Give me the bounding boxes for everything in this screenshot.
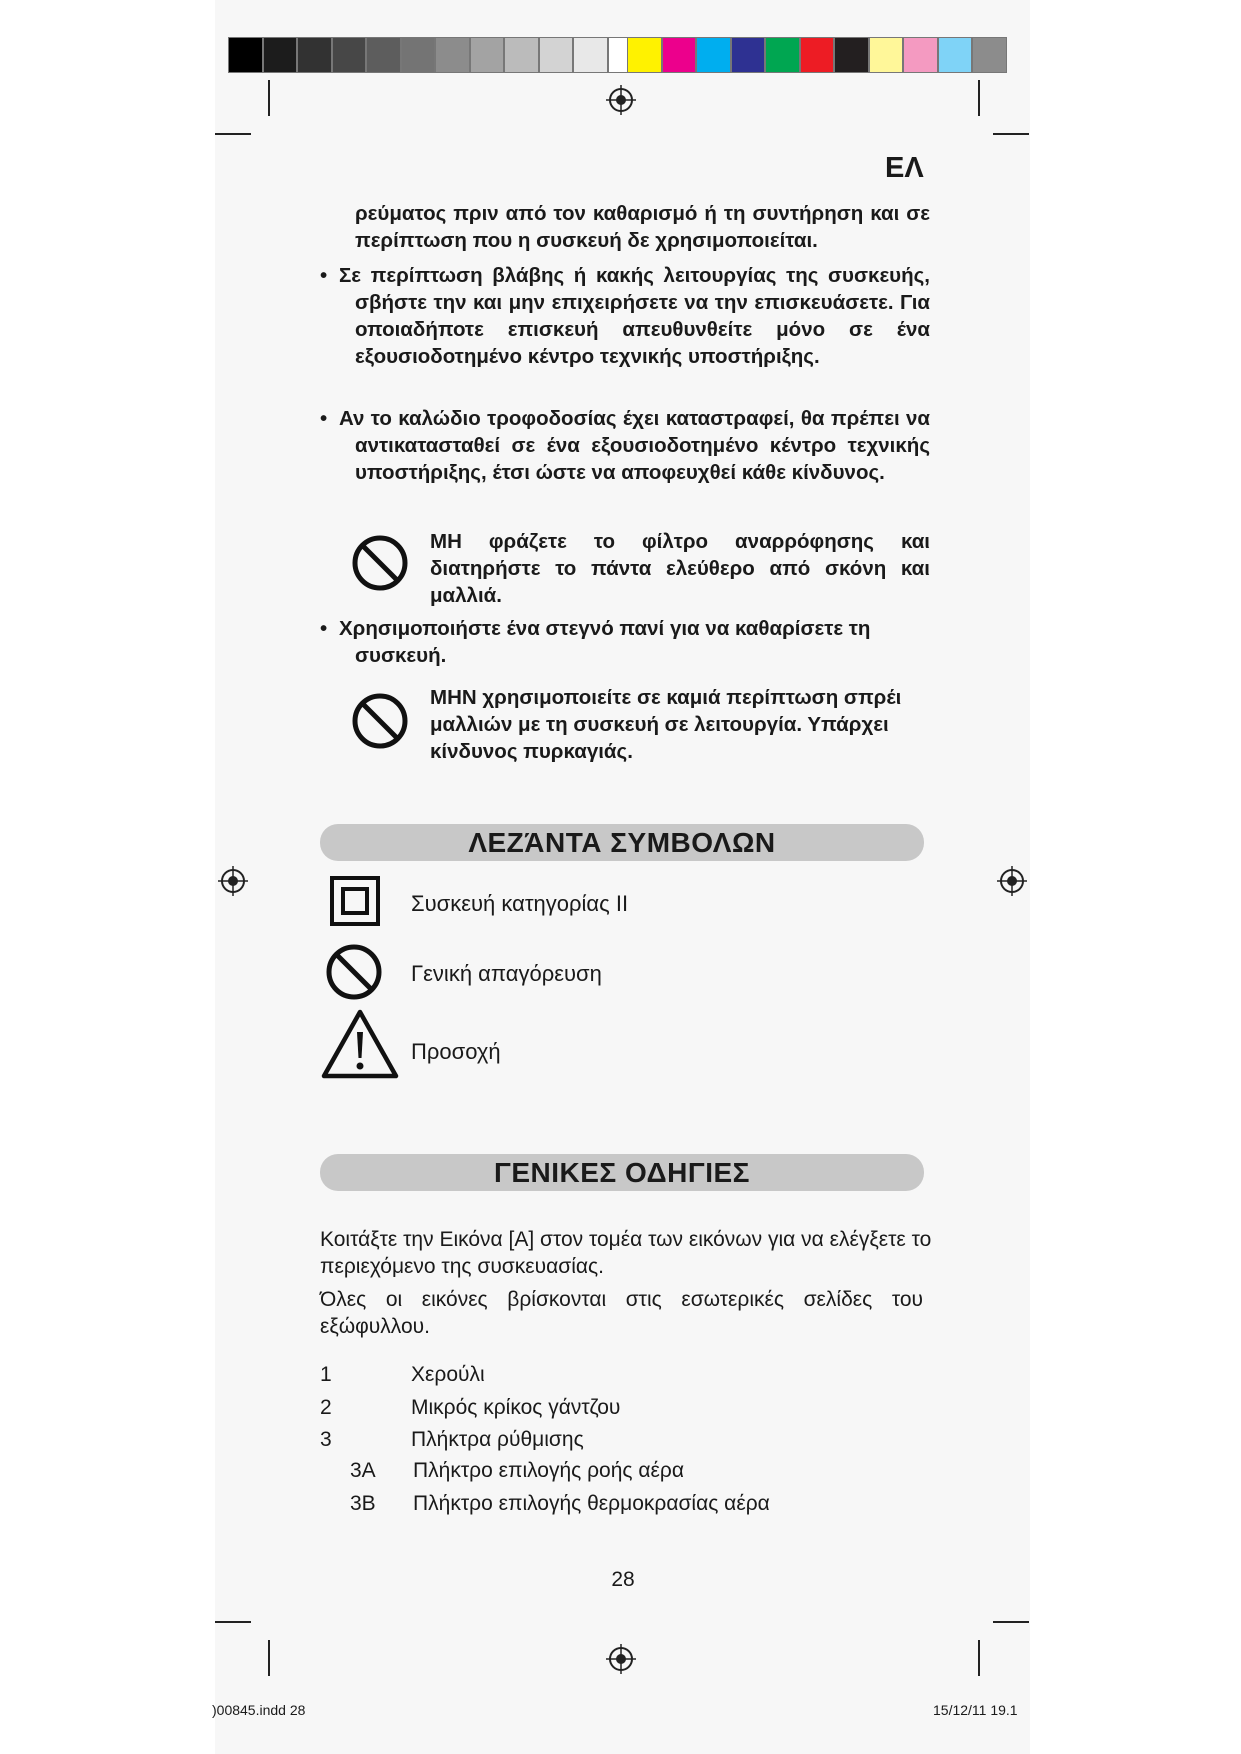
crop-mark xyxy=(978,80,980,116)
list-item xyxy=(320,405,930,486)
warning-text-2: ΜΗΝ χρησιμοποιείτε σε καμιά περίπτωση σπρέι μαλλιών με τη συσκευή σε λειτουργία. Υπάρχει κίνδυνος πυρκαγιάς. xyxy=(430,686,902,763)
part-number: 3B xyxy=(350,1492,376,1515)
color-swatch xyxy=(470,37,505,73)
crop-mark xyxy=(268,1640,270,1676)
crop-mark xyxy=(268,80,270,116)
language-code: ΕΛ xyxy=(885,152,924,184)
general-intro-1: Κοιτάξτε την Εικόνα [A] στον τομέα των εικόνων για να ελέγξετε το περιεχόμενο της συσκευασίας. xyxy=(320,1228,932,1278)
part-number: 1 xyxy=(320,1363,332,1386)
color-swatch xyxy=(903,37,938,73)
part-number: 3A xyxy=(350,1459,376,1482)
bullet-icon: • xyxy=(320,264,328,287)
part-number: 2 xyxy=(320,1396,332,1419)
color-swatch xyxy=(263,37,298,73)
list-item xyxy=(320,615,930,669)
color-swatch xyxy=(539,37,574,73)
prohibition-icon xyxy=(324,942,384,1002)
color-swatch xyxy=(297,37,332,73)
part-label: Πλήκτρο επιλογής θερμοκρασίας αέρα xyxy=(413,1492,770,1515)
safety-continuation: ρεύματος πριν από τον καθαρισμό ή τη συντήρηση και σε περίπτωση που η συσκευή δε χρησιμοποιείται. xyxy=(355,202,930,252)
crop-mark xyxy=(993,133,1029,135)
legend-label-prohibition: Γενική απαγόρευση xyxy=(411,961,602,986)
crop-mark xyxy=(978,1640,980,1676)
page-number: 28 xyxy=(611,1568,635,1591)
legend-label-class-ii: Συσκευή κατηγορίας II xyxy=(411,891,629,916)
footer-file-name: )00845.indd 28 xyxy=(212,1702,306,1718)
color-swatch xyxy=(332,37,367,73)
crop-mark xyxy=(215,1621,251,1623)
color-swatch xyxy=(366,37,401,73)
color-calibration-bar xyxy=(627,37,1007,73)
registration-mark-icon xyxy=(606,85,636,115)
prohibition-icon xyxy=(350,533,410,593)
part-number: 3 xyxy=(320,1428,332,1451)
color-swatch xyxy=(504,37,539,73)
general-intro-2: Όλες οι εικόνες βρίσκονται στις εσωτερικές σελίδες του εξώφυλλου. xyxy=(320,1288,923,1338)
crop-mark xyxy=(993,1621,1029,1623)
warning-icon xyxy=(320,1008,400,1080)
color-swatch xyxy=(800,37,835,73)
color-swatch xyxy=(696,37,731,73)
part-label: Πλήκτρα ρύθμισης xyxy=(411,1428,584,1451)
color-swatch xyxy=(228,37,263,73)
class-ii-icon xyxy=(330,876,380,926)
crop-mark xyxy=(215,133,251,135)
color-swatch xyxy=(869,37,904,73)
safety-bullet-2: Αν το καλώδιο τροφοδοσίας έχει καταστραφεί, θα πρέπει να αντικατασταθεί σε ένα εξουσιοδοτημένο κέντρο τεχνικής υποστήριξης, έτσι ώστε να αποφευχθεί κάθε κίνδυνος. xyxy=(339,407,930,484)
color-swatch xyxy=(662,37,697,73)
bullet-icon: • xyxy=(320,407,328,430)
safety-bullet-3: Χρησιμοποιήστε ένα στεγνό πανί για να καθαρίσετε τη συσκευή. xyxy=(339,617,871,667)
warning-text-1: ΜΗ φράζετε το φίλτρο αναρρόφησης και διατηρήστε το πάντα ελεύθερο από σκόνη και μαλλιά. xyxy=(430,530,930,607)
symbols-heading: ΛΕΖΆΝΤΑ ΣΥΜΒΟΛΩΝ xyxy=(320,824,924,861)
color-swatch xyxy=(627,37,662,73)
list-item xyxy=(320,262,930,370)
color-swatch xyxy=(972,37,1007,73)
prohibition-icon xyxy=(350,691,410,751)
color-swatch xyxy=(938,37,973,73)
color-swatch xyxy=(834,37,869,73)
grayscale-calibration-bar xyxy=(228,37,642,73)
bullet-icon: • xyxy=(320,617,328,640)
registration-mark-icon xyxy=(218,866,248,896)
color-swatch xyxy=(401,37,436,73)
color-swatch xyxy=(731,37,766,73)
color-swatch xyxy=(765,37,800,73)
color-swatch xyxy=(573,37,608,73)
registration-mark-icon xyxy=(606,1644,636,1674)
part-label: Μικρός κρίκος γάντζου xyxy=(411,1396,621,1419)
part-label: Χερούλι xyxy=(411,1363,485,1386)
footer-date: 15/12/11 19.1 xyxy=(933,1702,1018,1718)
part-label: Πλήκτρο επιλογής ροής αέρα xyxy=(413,1459,684,1482)
legend-label-warning: Προσοχή xyxy=(411,1039,501,1064)
general-heading: ΓΕΝΙΚΕΣ ΟΔΗΓΙΕΣ xyxy=(320,1154,924,1191)
color-swatch xyxy=(435,37,470,73)
registration-mark-icon xyxy=(997,866,1027,896)
safety-bullet-1: Σε περίπτωση βλάβης ή κακής λειτουργίας της συσκευής, σβήστε την και μην επιχειρήσετε να την επισκευάσετε. Για οποιαδήποτε επισκευή απευθυνθείτε μόνο σε ένα εξουσιοδοτημένο κέντρο τεχνικής υποστήριξης. xyxy=(339,264,930,368)
